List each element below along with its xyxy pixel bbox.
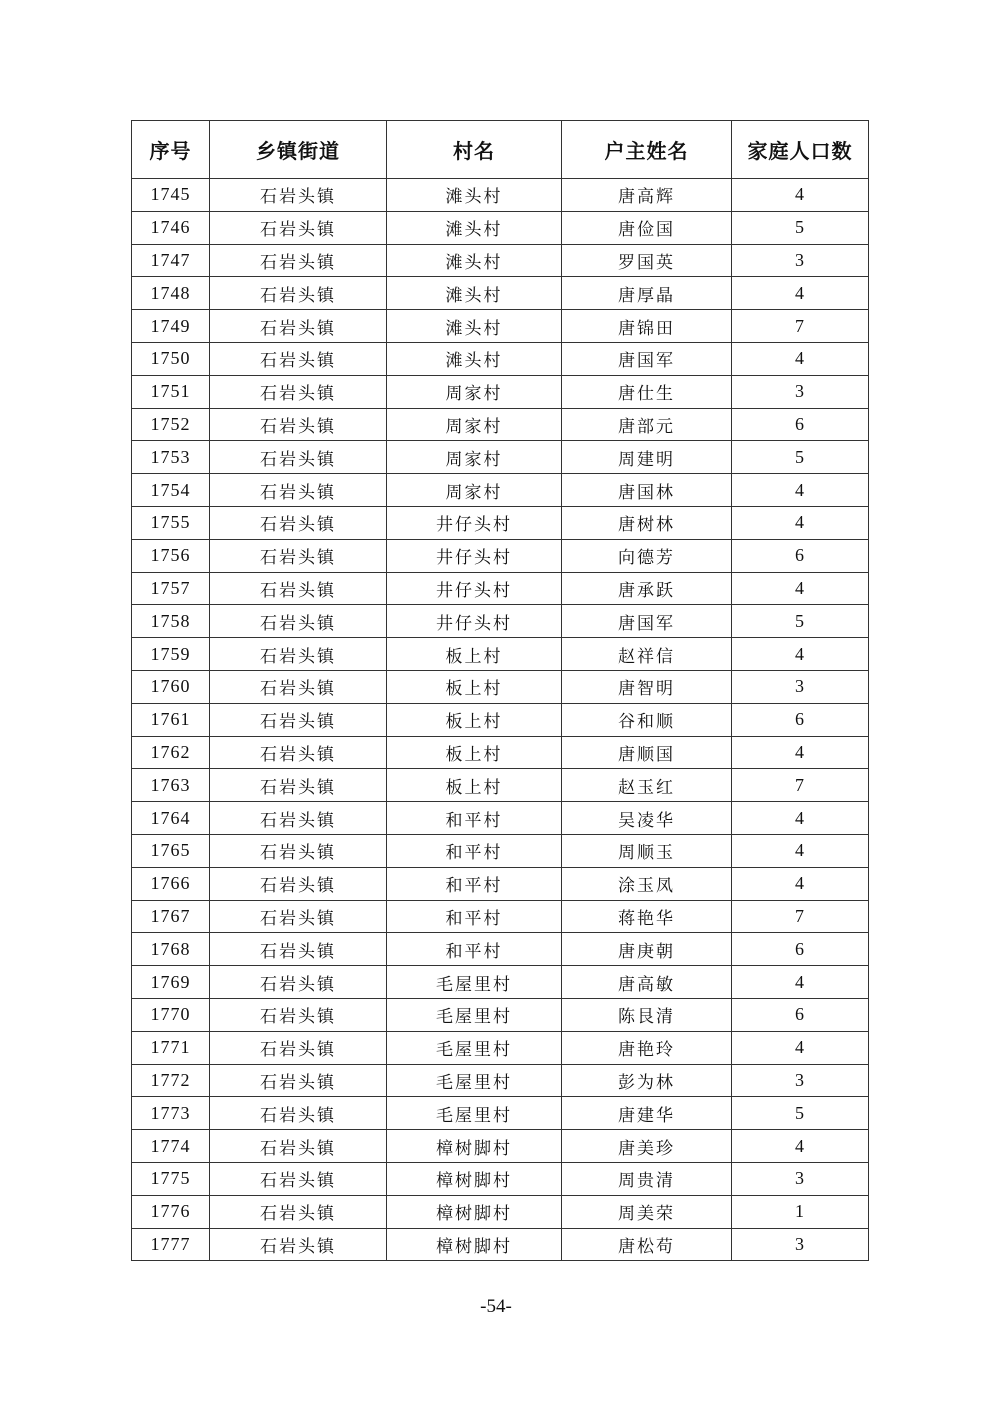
table-row [132,342,869,375]
household-size-cell: 4 [732,1130,869,1163]
household-size-cell: 3 [732,1162,869,1195]
table-row [132,703,869,736]
township-cell: 石岩头镇 [210,244,387,277]
township-cell: 石岩头镇 [210,310,387,343]
village-cell: 毛屋里村 [387,966,562,999]
table-row [132,1195,869,1228]
village-cell: 毛屋里村 [387,1064,562,1097]
householder-cell: 彭为林 [562,1064,732,1097]
serial-cell: 1768 [132,933,210,966]
table-row [132,211,869,244]
table-row [132,277,869,310]
serial-cell: 1749 [132,310,210,343]
table-row [132,474,869,507]
household-table [131,120,869,1261]
township-cell: 石岩头镇 [210,1097,387,1130]
village-cell: 井仔头村 [387,506,562,539]
serial-cell: 1767 [132,900,210,933]
village-cell: 滩头村 [387,342,562,375]
serial-cell: 1771 [132,1031,210,1064]
table-row [132,572,869,605]
table-row [132,933,869,966]
table-body [132,179,869,1261]
household-size-cell: 3 [732,1064,869,1097]
serial-cell: 1769 [132,966,210,999]
table-row [132,998,869,1031]
serial-cell: 1765 [132,834,210,867]
household-size-cell: 3 [732,670,869,703]
township-cell: 石岩头镇 [210,736,387,769]
table-header-row [132,121,869,179]
householder-cell: 谷和顺 [562,703,732,736]
village-cell: 滩头村 [387,244,562,277]
township-cell: 石岩头镇 [210,769,387,802]
serial-cell: 1772 [132,1064,210,1097]
household-size-cell: 3 [732,375,869,408]
village-cell: 和平村 [387,900,562,933]
serial-cell: 1766 [132,867,210,900]
householder-cell: 周美荣 [562,1195,732,1228]
township-cell: 石岩头镇 [210,1031,387,1064]
household-size-cell: 5 [732,211,869,244]
header-serial-number: 序号 [132,121,210,179]
serial-cell: 1761 [132,703,210,736]
householder-cell: 唐部元 [562,408,732,441]
householder-cell: 唐仕生 [562,375,732,408]
table-row [132,736,869,769]
householder-cell: 陈艮清 [562,998,732,1031]
township-cell: 石岩头镇 [210,900,387,933]
householder-cell: 唐国林 [562,474,732,507]
serial-cell: 1773 [132,1097,210,1130]
village-cell: 毛屋里村 [387,1097,562,1130]
serial-cell: 1747 [132,244,210,277]
serial-cell: 1764 [132,802,210,835]
household-size-cell: 4 [732,966,869,999]
householder-cell: 赵玉红 [562,769,732,802]
township-cell: 石岩头镇 [210,638,387,671]
village-cell: 滩头村 [387,179,562,212]
householder-cell: 唐庚朝 [562,933,732,966]
serial-cell: 1759 [132,638,210,671]
page-number: -54- [480,1296,512,1317]
householder-cell: 周贵清 [562,1162,732,1195]
village-cell: 板上村 [387,703,562,736]
household-size-cell: 5 [732,605,869,638]
householder-cell: 唐高辉 [562,179,732,212]
township-cell: 石岩头镇 [210,1162,387,1195]
township-cell: 石岩头镇 [210,277,387,310]
household-size-cell: 6 [732,998,869,1031]
household-size-cell: 5 [732,1097,869,1130]
table-row [132,638,869,671]
serial-cell: 1758 [132,605,210,638]
household-size-cell: 1 [732,1195,869,1228]
township-cell: 石岩头镇 [210,703,387,736]
table-row [132,670,869,703]
village-cell: 和平村 [387,834,562,867]
village-cell: 和平村 [387,802,562,835]
household-size-cell: 7 [732,310,869,343]
householder-cell: 蒋艳华 [562,900,732,933]
village-cell: 和平村 [387,933,562,966]
serial-cell: 1760 [132,670,210,703]
serial-cell: 1754 [132,474,210,507]
village-cell: 井仔头村 [387,539,562,572]
table-row [132,900,869,933]
township-cell: 石岩头镇 [210,211,387,244]
serial-cell: 1775 [132,1162,210,1195]
township-cell: 石岩头镇 [210,506,387,539]
village-cell: 樟树脚村 [387,1228,562,1261]
serial-cell: 1751 [132,375,210,408]
village-cell: 樟树脚村 [387,1195,562,1228]
header-householder-name: 户主姓名 [562,121,732,179]
householder-cell: 唐锦田 [562,310,732,343]
township-cell: 石岩头镇 [210,375,387,408]
householder-cell: 周顺玉 [562,834,732,867]
serial-cell: 1774 [132,1130,210,1163]
householder-cell: 唐厚晶 [562,277,732,310]
table-row [132,375,869,408]
village-cell: 和平村 [387,867,562,900]
village-cell: 板上村 [387,769,562,802]
header-township: 乡镇街道 [210,121,387,179]
table-row [132,1064,869,1097]
township-cell: 石岩头镇 [210,572,387,605]
serial-cell: 1755 [132,506,210,539]
householder-cell: 唐松苟 [562,1228,732,1261]
householder-cell: 唐艳玲 [562,1031,732,1064]
header-household-size: 家庭人口数 [732,121,869,179]
household-size-cell: 4 [732,638,869,671]
village-cell: 板上村 [387,670,562,703]
village-cell: 樟树脚村 [387,1162,562,1195]
township-cell: 石岩头镇 [210,1228,387,1261]
table-row [132,1031,869,1064]
village-cell: 井仔头村 [387,572,562,605]
township-cell: 石岩头镇 [210,670,387,703]
village-cell: 周家村 [387,474,562,507]
householder-cell: 唐智明 [562,670,732,703]
household-size-cell: 4 [732,342,869,375]
householder-cell: 罗国英 [562,244,732,277]
township-cell: 石岩头镇 [210,342,387,375]
table-row [132,179,869,212]
header-village: 村名 [387,121,562,179]
serial-cell: 1757 [132,572,210,605]
table-row [132,966,869,999]
township-cell: 石岩头镇 [210,441,387,474]
table-row [132,1097,869,1130]
table-row [132,1228,869,1261]
serial-cell: 1745 [132,179,210,212]
householder-cell: 唐建华 [562,1097,732,1130]
table-row [132,605,869,638]
household-size-cell: 4 [732,834,869,867]
township-cell: 石岩头镇 [210,179,387,212]
township-cell: 石岩头镇 [210,1064,387,1097]
village-cell: 周家村 [387,441,562,474]
serial-cell: 1756 [132,539,210,572]
table-row [132,539,869,572]
householder-cell: 涂玉凤 [562,867,732,900]
household-size-cell: 7 [732,900,869,933]
table-row [132,1162,869,1195]
householder-cell: 唐国军 [562,342,732,375]
township-cell: 石岩头镇 [210,867,387,900]
household-size-cell: 7 [732,769,869,802]
household-size-cell: 4 [732,474,869,507]
table-row [132,244,869,277]
table-row [132,1130,869,1163]
household-size-cell: 6 [732,933,869,966]
household-size-cell: 4 [732,1031,869,1064]
serial-cell: 1762 [132,736,210,769]
serial-cell: 1777 [132,1228,210,1261]
table-row [132,867,869,900]
village-cell: 周家村 [387,408,562,441]
household-size-cell: 6 [732,539,869,572]
household-size-cell: 3 [732,244,869,277]
householder-cell: 唐树林 [562,506,732,539]
township-cell: 石岩头镇 [210,605,387,638]
village-cell: 樟树脚村 [387,1130,562,1163]
household-size-cell: 4 [732,277,869,310]
village-cell: 周家村 [387,375,562,408]
table-row [132,834,869,867]
township-cell: 石岩头镇 [210,539,387,572]
village-cell: 滩头村 [387,310,562,343]
table-row [132,506,869,539]
village-cell: 滩头村 [387,211,562,244]
household-size-cell: 4 [732,736,869,769]
householder-cell: 吴凌华 [562,802,732,835]
serial-cell: 1763 [132,769,210,802]
township-cell: 石岩头镇 [210,1130,387,1163]
village-cell: 板上村 [387,638,562,671]
householder-cell: 唐高敏 [562,966,732,999]
serial-cell: 1748 [132,277,210,310]
township-cell: 石岩头镇 [210,933,387,966]
village-cell: 滩头村 [387,277,562,310]
householder-cell: 唐国军 [562,605,732,638]
householder-cell: 向德芳 [562,539,732,572]
table-row [132,441,869,474]
village-cell: 井仔头村 [387,605,562,638]
householder-cell: 唐顺国 [562,736,732,769]
village-cell: 毛屋里村 [387,1031,562,1064]
householder-cell: 周建明 [562,441,732,474]
householder-cell: 唐美珍 [562,1130,732,1163]
serial-cell: 1753 [132,441,210,474]
householder-cell: 唐承跃 [562,572,732,605]
table-row [132,310,869,343]
township-cell: 石岩头镇 [210,1195,387,1228]
household-size-cell: 3 [732,1228,869,1261]
serial-cell: 1746 [132,211,210,244]
household-size-cell: 4 [732,179,869,212]
township-cell: 石岩头镇 [210,834,387,867]
household-size-cell: 4 [732,572,869,605]
township-cell: 石岩头镇 [210,802,387,835]
serial-cell: 1752 [132,408,210,441]
serial-cell: 1750 [132,342,210,375]
village-cell: 板上村 [387,736,562,769]
household-size-cell: 6 [732,408,869,441]
township-cell: 石岩头镇 [210,474,387,507]
township-cell: 石岩头镇 [210,998,387,1031]
village-cell: 毛屋里村 [387,998,562,1031]
serial-cell: 1770 [132,998,210,1031]
household-size-cell: 4 [732,867,869,900]
table-row [132,408,869,441]
householder-cell: 唐俭国 [562,211,732,244]
township-cell: 石岩头镇 [210,408,387,441]
household-size-cell: 6 [732,703,869,736]
table-row [132,769,869,802]
table-row [132,802,869,835]
household-size-cell: 4 [732,802,869,835]
householder-cell: 赵祥信 [562,638,732,671]
household-size-cell: 4 [732,506,869,539]
household-size-cell: 5 [732,441,869,474]
serial-cell: 1776 [132,1195,210,1228]
township-cell: 石岩头镇 [210,966,387,999]
